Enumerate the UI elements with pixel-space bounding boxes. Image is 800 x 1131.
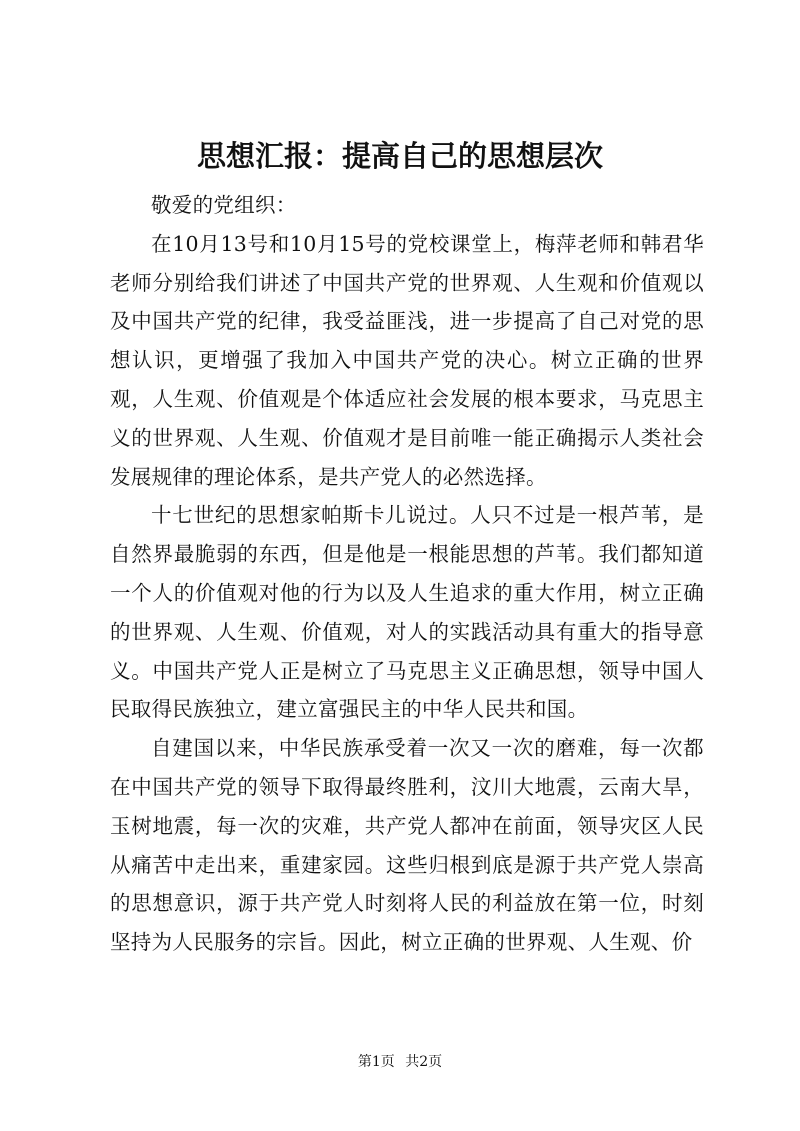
page-footer xyxy=(0,1052,800,1072)
salutation: 敬爱的党组织： xyxy=(151,193,297,217)
page-total: 共2页 xyxy=(405,1054,443,1070)
page-number: 第1页 xyxy=(357,1054,395,1070)
paragraph-2: 十七世纪的思想家帕斯卡儿说过。人只不过是一根芦苇，是自然界最脆弱的东西，但是他是一根能思想的芦苇。我们都知道一个人的价值观对他的行为以及人生追求的重大作用，树立正确的世界观、人生观、价值观，对人的实践活动具有重大的指导意义。中国共产党人正是树立了马克思主义正确思想，领导中国人民取得民族独立，建立富强民主的中华人民共和国。 xyxy=(110,503,704,722)
document-body xyxy=(110,186,704,962)
paragraph-1: 在10月13号和10月15号的党校课堂上，梅萍老师和韩君华老师分别给我们讲述了中国共产党的世界观、人生观和价值观以及中国共产党的纪律，我受益匪浅，进一步提高了自己对党的思想认识，更增强了我加入中国共产党的决心。树立正确的世界观，人生观、价值观是个体适应社会发展的根本要求，马克思主义的世界观、人生观、价值观才是目前唯一能正确揭示人类社会发展规律的理论体系，是共产党人的必然选择。 xyxy=(110,231,704,489)
paragraph-3: 自建国以来，中华民族承受着一次又一次的磨难，每一次都在中国共产党的领导下取得最终胜利，汶川大地震，云南大旱，玉树地震，每一次的灾难，共产党人都冲在前面，领导灾区人民从痛苦中走出来，重建家园。这些归根到底是源于共产党人崇高的思想意识，源于共产党人时刻将人民的利益放在第一位，时刻坚持为人民服务的宗旨。因此，树立正确的世界观、人生观、价 xyxy=(110,736,704,955)
page-title: 思想汇报：提高自己的思想层次 xyxy=(196,139,603,173)
